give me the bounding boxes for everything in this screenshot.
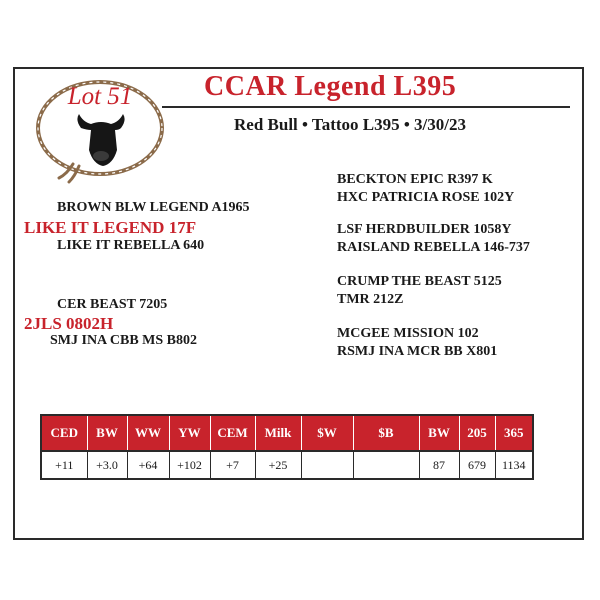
epd-header-cell: BW — [419, 415, 459, 451]
epd-header-cell: Milk — [255, 415, 301, 451]
pedigree-dam: 2JLS 0802H — [24, 314, 114, 333]
epd-value-cell: 679 — [459, 451, 495, 479]
pedigree-right-line: BECKTON EPIC R397 K — [337, 172, 493, 187]
epd-header-row — [41, 415, 533, 451]
epd-value-cell: 87 — [419, 451, 459, 479]
epd-header-cell: $B — [353, 415, 419, 451]
animal-details-subtitle: Red Bull • Tattoo L395 • 3/30/23 — [234, 115, 466, 134]
title-divider — [162, 106, 570, 108]
pedigree-right-line: TMR 212Z — [337, 292, 404, 307]
epd-value-cell: +102 — [169, 451, 210, 479]
pedigree-right-line: RAISLAND REBELLA 146-737 — [337, 240, 530, 255]
epd-value-cell: +3.0 — [87, 451, 127, 479]
epd-value-cell: 1134 — [495, 451, 533, 479]
epd-value-cell: +11 — [41, 451, 87, 479]
epd-header-cell: YW — [169, 415, 210, 451]
pedigree-right-line: MCGEE MISSION 102 — [337, 326, 479, 341]
epd-value-cell — [353, 451, 419, 479]
pedigree-dam-dam: SMJ INA CBB MS B802 — [50, 333, 198, 348]
epd-value-cell: +7 — [210, 451, 255, 479]
epd-header-cell: BW — [87, 415, 127, 451]
pedigree-right-line: HXC PATRICIA ROSE 102Y — [337, 190, 515, 205]
epd-header-cell: $W — [301, 415, 353, 451]
lot-number: Lot 51 — [67, 83, 133, 110]
epd-header-cell: CED — [41, 415, 87, 451]
epd-header-cell: WW — [127, 415, 169, 451]
animal-name-title: CCAR Legend L395 — [204, 71, 457, 102]
epd-header-cell: 205 — [459, 415, 495, 451]
pedigree-right-line: RSMJ INA MCR BB X801 — [337, 344, 498, 359]
epd-header-cell: 365 — [495, 415, 533, 451]
epd-table — [40, 414, 534, 480]
pedigree-right-line: CRUMP THE BEAST 5125 — [337, 274, 502, 289]
epd-value-row — [41, 451, 533, 479]
pedigree-sire-sire: BROWN BLW LEGEND A1965 — [57, 200, 250, 215]
epd-value-cell — [301, 451, 353, 479]
epd-value-cell: +64 — [127, 451, 169, 479]
epd-value-cell: +25 — [255, 451, 301, 479]
pedigree-sire: LIKE IT LEGEND 17F — [24, 218, 197, 237]
epd-header-cell: CEM — [210, 415, 255, 451]
pedigree-sire-dam: LIKE IT REBELLA 640 — [57, 238, 205, 253]
pedigree-right-line: LSF HERDBUILDER 1058Y — [337, 222, 512, 237]
pedigree-dam-sire: CER BEAST 7205 — [57, 297, 168, 312]
